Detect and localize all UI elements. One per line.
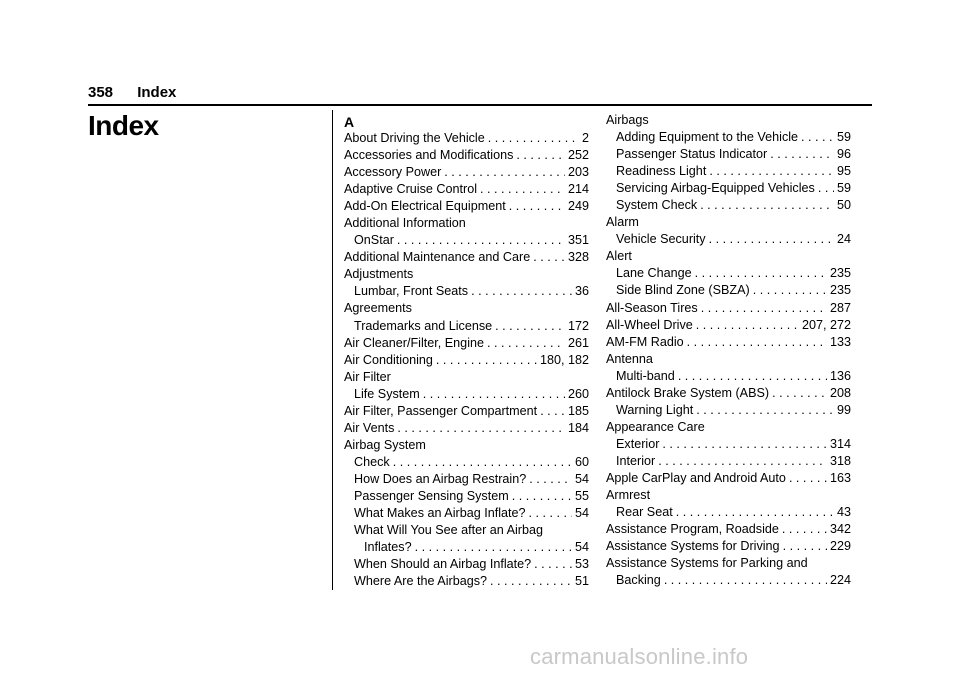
index-entry: [606, 282, 851, 299]
index-entry: [606, 248, 851, 265]
dot-leader: [783, 538, 827, 555]
entry-text: System Check: [616, 198, 698, 213]
index-entry: [344, 471, 589, 488]
entry-page-number: 24: [836, 232, 851, 247]
entry-text: Add-On Electrical Equipment: [344, 199, 506, 214]
index-entry: [606, 419, 851, 436]
entry-page-number: 163: [829, 470, 851, 485]
entry-text: Alarm: [606, 215, 639, 230]
dot-leader: [487, 335, 565, 352]
entry-text: Passenger Sensing System: [354, 488, 509, 503]
entry-page-number: 328: [567, 250, 589, 265]
index-entry: [606, 436, 851, 453]
index-column-1: [344, 112, 589, 590]
entry-page-number: 229: [829, 539, 851, 554]
index-entry: [344, 300, 589, 317]
entry-text: Check: [354, 454, 390, 469]
entry-text: Lumbar, Front Seats: [354, 284, 469, 299]
index-entry: [606, 402, 851, 419]
dot-leader: [512, 488, 572, 505]
dot-leader: [700, 197, 834, 214]
entry-page-number: 95: [836, 164, 851, 179]
dot-leader: [436, 352, 537, 369]
entry-text: Agreements: [344, 301, 412, 316]
entry-page-number: 260: [567, 386, 589, 401]
entry-text: Lane Change: [616, 266, 692, 281]
entry-page-number: 180, 182: [539, 352, 589, 367]
index-entry: [344, 283, 589, 300]
index-entry: [606, 300, 851, 317]
index-entry: [344, 335, 589, 352]
dot-leader: [423, 386, 565, 403]
dot-leader: [696, 402, 834, 419]
entry-text: Multi-band: [616, 368, 675, 383]
index-entry: [344, 181, 589, 198]
index-entry: [344, 266, 589, 283]
entry-text: Air Cleaner/Filter, Engine: [344, 335, 484, 350]
entry-page-number: 207, 272: [801, 317, 851, 332]
dot-leader: [662, 436, 827, 453]
dot-leader: [393, 454, 572, 471]
entry-text: Assistance Program, Roadside: [606, 522, 779, 537]
index-entry: [606, 197, 851, 214]
entry-page-number: 249: [567, 199, 589, 214]
entry-page-number: 53: [574, 557, 589, 572]
index-entry: [606, 146, 851, 163]
index-entry: [606, 163, 851, 180]
index-entry: [606, 351, 851, 368]
entry-page-number: 51: [574, 574, 589, 589]
entry-text: Adaptive Cruise Control: [344, 182, 477, 197]
entry-page-number: 99: [836, 402, 851, 417]
index-entry: [344, 215, 589, 232]
entry-text: All-Wheel Drive: [606, 317, 693, 332]
index-entry: [606, 334, 851, 351]
dot-leader: [676, 504, 834, 521]
dot-leader: [818, 180, 834, 197]
index-entry: [344, 164, 589, 181]
index-entry: [344, 454, 589, 471]
index-entry: [606, 129, 851, 146]
dot-leader: [495, 318, 565, 335]
index-entry: [344, 488, 589, 505]
dot-leader: [533, 249, 565, 266]
entry-text: Additional Information: [344, 216, 466, 231]
entry-text: Warning Light: [616, 402, 694, 417]
entry-text: Air Filter, Passenger Compartment: [344, 403, 538, 418]
dot-leader: [772, 385, 827, 402]
entry-page-number: 235: [829, 283, 851, 298]
index-entry: [344, 573, 589, 590]
dot-leader: [709, 163, 834, 180]
entry-page-number: 96: [836, 147, 851, 162]
index-entry: [344, 369, 589, 386]
entry-text: Life System: [354, 386, 420, 401]
entry-page-number: 59: [836, 181, 851, 196]
dot-leader: [770, 146, 834, 163]
dot-leader: [480, 181, 565, 198]
dot-leader: [397, 420, 565, 437]
dot-leader: [471, 283, 572, 300]
letter-heading: A: [344, 114, 355, 130]
index-entry: [606, 265, 851, 282]
index-entry: [344, 420, 589, 437]
index-entry: [606, 521, 851, 538]
index-entry: [606, 317, 851, 334]
entry-text: Adding Equipment to the Vehicle: [616, 130, 799, 145]
entry-page-number: 54: [574, 540, 589, 555]
dot-leader: [415, 539, 572, 556]
index-entry: [606, 538, 851, 555]
entry-text: Inflates?: [364, 540, 412, 555]
entry-page-number: 185: [567, 403, 589, 418]
entry-text: How Does an Airbag Restrain?: [354, 471, 527, 486]
entry-text: Interior: [616, 453, 656, 468]
entry-page-number: 2: [581, 131, 589, 145]
entry-text: Vehicle Security: [616, 232, 706, 247]
header-rule: [88, 104, 872, 106]
entry-text: Backing: [616, 573, 661, 588]
index-entry: [606, 214, 851, 231]
entry-text: Armrest: [606, 488, 651, 503]
entry-page-number: 252: [567, 148, 589, 163]
running-header: [88, 84, 176, 101]
entry-text: All-Season Tires: [606, 300, 698, 315]
entry-page-number: 54: [574, 506, 589, 521]
index-entry: [606, 385, 851, 402]
entry-page-number: 261: [567, 335, 589, 350]
index-entry: [606, 504, 851, 521]
index-entry: [344, 130, 589, 147]
entry-page-number: 314: [829, 436, 851, 451]
dot-leader: [397, 232, 565, 249]
entry-text: Side Blind Zone (SBZA): [616, 283, 750, 298]
entry-text: Passenger Status Indicator: [616, 147, 768, 162]
index-entry: [606, 470, 851, 487]
entry-page-number: 54: [574, 471, 589, 486]
entry-page-number: 55: [574, 488, 589, 503]
index-entry: [344, 318, 589, 335]
watermark: carmanualsonline.info: [530, 644, 749, 669]
entry-text: About Driving the Vehicle: [344, 131, 485, 145]
entry-text: Rear Seat: [616, 505, 673, 520]
entry-page-number: 43: [836, 505, 851, 520]
entry-page-number: 59: [836, 130, 851, 145]
index-entry: [606, 453, 851, 470]
page-number: 358: [88, 84, 114, 101]
dot-leader: [490, 573, 572, 590]
entry-page-number: 184: [567, 420, 589, 435]
dot-leader: [664, 572, 827, 589]
entry-text: Readiness Light: [616, 164, 707, 179]
dot-leader: [695, 265, 827, 282]
entry-text: Air Filter: [344, 369, 391, 384]
entry-text: Servicing Airbag-Equipped Vehicles: [616, 181, 815, 196]
entry-page-number: 224: [829, 573, 851, 588]
page-title: Index: [88, 110, 159, 141]
entry-text: Additional Maintenance and Care: [344, 250, 531, 265]
entry-text: Antilock Brake System (ABS): [606, 385, 770, 400]
dot-leader: [516, 147, 565, 164]
entry-text: Appearance Care: [606, 419, 705, 434]
dot-leader: [534, 556, 572, 573]
entry-text: Airbag System: [344, 437, 426, 452]
entry-text: What Will You See after an Airbag: [354, 523, 544, 538]
entry-page-number: 208: [829, 385, 851, 400]
index-entry: [606, 180, 851, 197]
index-entry: [344, 437, 589, 454]
entry-text: Adjustments: [344, 267, 414, 282]
entry-text: What Makes an Airbag Inflate?: [354, 506, 526, 521]
entry-page-number: 214: [567, 182, 589, 197]
entry-page-number: 133: [829, 334, 851, 349]
index-entry: [344, 147, 589, 164]
index-entry: [344, 249, 589, 266]
index-entry: [606, 572, 851, 589]
dot-leader: [529, 471, 572, 488]
entry-page-number: 60: [574, 454, 589, 469]
dot-leader: [696, 317, 799, 334]
index-entry: [344, 352, 589, 369]
index-entry: [344, 198, 589, 215]
index-entry: [606, 112, 851, 129]
index-entry: [344, 556, 589, 573]
index-column-2: [606, 112, 851, 589]
index-entry: [344, 539, 589, 556]
dot-leader: [529, 505, 572, 522]
dot-leader: [801, 129, 834, 146]
index-entry: [606, 231, 851, 248]
entry-text: When Should an Airbag Inflate?: [354, 557, 532, 572]
entry-page-number: 172: [567, 318, 589, 333]
index-entry: [606, 555, 851, 572]
dot-leader: [444, 164, 565, 181]
entry-text: Accessory Power: [344, 165, 442, 180]
index-entry: [344, 232, 589, 249]
column-divider: [332, 110, 333, 590]
entry-page-number: 351: [567, 233, 589, 248]
dot-leader: [658, 453, 827, 470]
entry-text: Assistance Systems for Driving: [606, 539, 780, 554]
entry-page-number: 287: [829, 300, 851, 315]
entry-text: Assistance Systems for Parking and: [606, 556, 808, 571]
entry-page-number: 136: [829, 368, 851, 383]
dot-leader: [701, 300, 827, 317]
entry-text: Where Are the Airbags?: [354, 574, 488, 589]
entry-page-number: 36: [574, 284, 589, 299]
entry-text: AM-FM Radio: [606, 334, 684, 349]
dot-leader: [540, 403, 565, 420]
entry-text: Air Conditioning: [344, 352, 433, 367]
dot-leader: [488, 130, 579, 147]
index-entry: [606, 368, 851, 385]
dot-leader: [709, 231, 834, 248]
entry-text: Apple CarPlay and Android Auto: [606, 470, 786, 485]
index-entry: [606, 487, 851, 504]
entry-text: Air Vents: [344, 420, 395, 435]
header-section-title: Index: [137, 84, 177, 101]
entry-text: Antenna: [606, 351, 653, 366]
entry-text: Accessories and Modifications: [344, 148, 514, 163]
entry-page-number: 318: [829, 453, 851, 468]
entry-text: Exterior: [616, 436, 660, 451]
dot-leader: [782, 521, 827, 538]
index-entry: [344, 386, 589, 403]
index-entry: [344, 522, 589, 539]
entry-page-number: 50: [836, 198, 851, 213]
entry-text: Airbags: [606, 113, 649, 127]
entry-page-number: 235: [829, 266, 851, 281]
entry-text: Alert: [606, 249, 632, 264]
index-entry: [344, 505, 589, 522]
index-entry: [344, 403, 589, 420]
dot-leader: [509, 198, 565, 215]
entry-text: Trademarks and License: [354, 318, 493, 333]
entry-text: OnStar: [354, 233, 394, 248]
dot-leader: [753, 282, 827, 299]
dot-leader: [789, 470, 827, 487]
dot-leader: [687, 334, 827, 351]
entry-page-number: 203: [567, 165, 589, 180]
dot-leader: [678, 368, 827, 385]
entry-page-number: 342: [829, 522, 851, 537]
